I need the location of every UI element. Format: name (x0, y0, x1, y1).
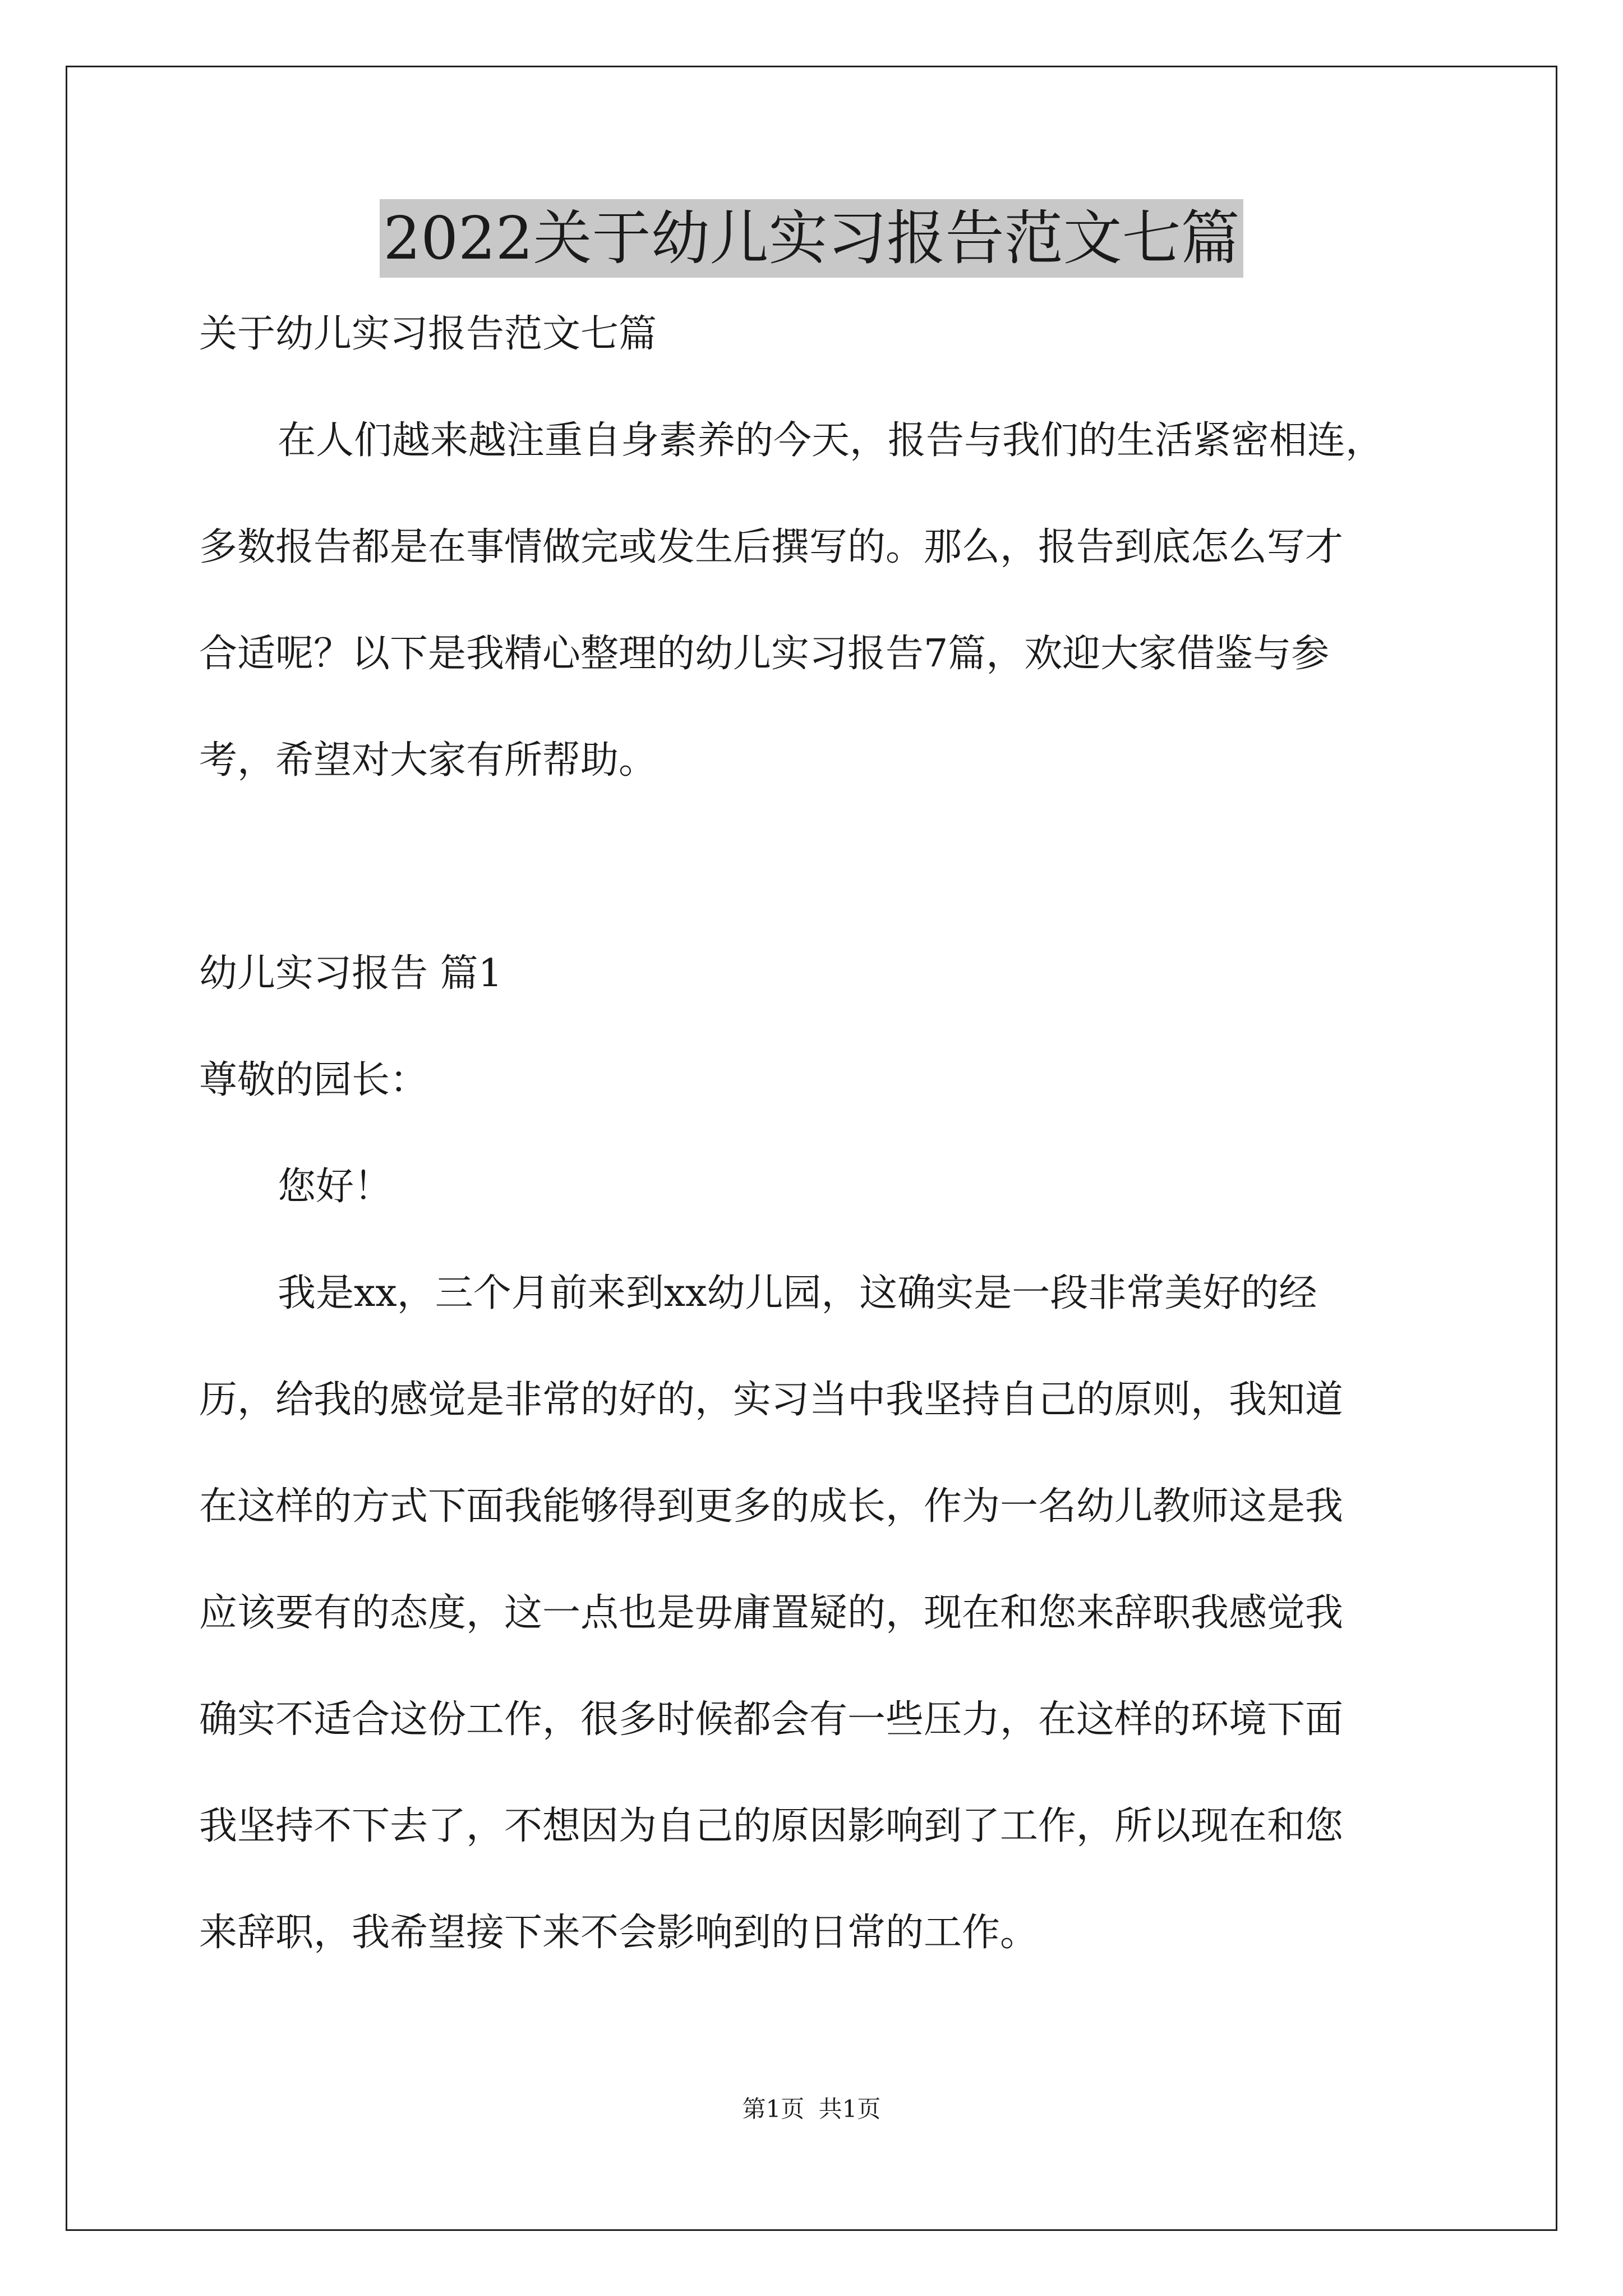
body-line: 我坚持不下去了，不想因为自己的原因影响到了工作，所以现在和您 (199, 1804, 1344, 1848)
section-heading: 幼儿实习报告 篇1 (199, 951, 502, 996)
page-number-total: 共1页 (818, 2095, 881, 2123)
intro-line: 在人们越来越注重自身素养的今天，报告与我们的生活紧密相连， (278, 418, 1384, 463)
body-line: 来辞职，我希望接下来不会影响到的日常的工作。 (199, 1911, 1039, 1955)
body-line: 我是xx，三个月前来到xx幼儿园，这确实是一段非常美好的经 (278, 1271, 1317, 1315)
document-subtitle: 关于幼儿实习报告范文七篇 (199, 312, 657, 356)
title-container (0, 199, 1623, 278)
body-line: 确实不适合这份工作，很多时候都会有一些压力，在这样的环境下面 (199, 1697, 1344, 1742)
page-number-current: 第1页 (742, 2095, 805, 2123)
salutation: 尊敬的园长： (199, 1058, 428, 1102)
body-line: 应该要有的态度，这一点也是毋庸置疑的，现在和您来辞职我感觉我 (199, 1591, 1344, 1635)
body-line: 在这样的方式下面我能够得到更多的成长，作为一名幼儿教师这是我 (199, 1484, 1344, 1529)
intro-line: 考，希望对大家有所帮助。 (199, 738, 657, 783)
document-body (199, 314, 1450, 2019)
greeting: 您好！ (278, 1165, 393, 1209)
document-title: 2022关于幼儿实习报告范文七篇 (380, 199, 1243, 278)
intro-line: 多数报告都是在事情做完或发生后撰写的。那么，报告到底怎么写才 (199, 525, 1344, 569)
intro-line: 合适呢？以下是我精心整理的幼儿实习报告7篇，欢迎大家借鉴与参 (199, 632, 1330, 676)
body-line: 历，给我的感觉是非常的好的，实习当中我坚持自己的原则，我知道 (199, 1378, 1344, 1422)
paragraph-gap (199, 847, 1450, 954)
page-footer (0, 2095, 1623, 2123)
